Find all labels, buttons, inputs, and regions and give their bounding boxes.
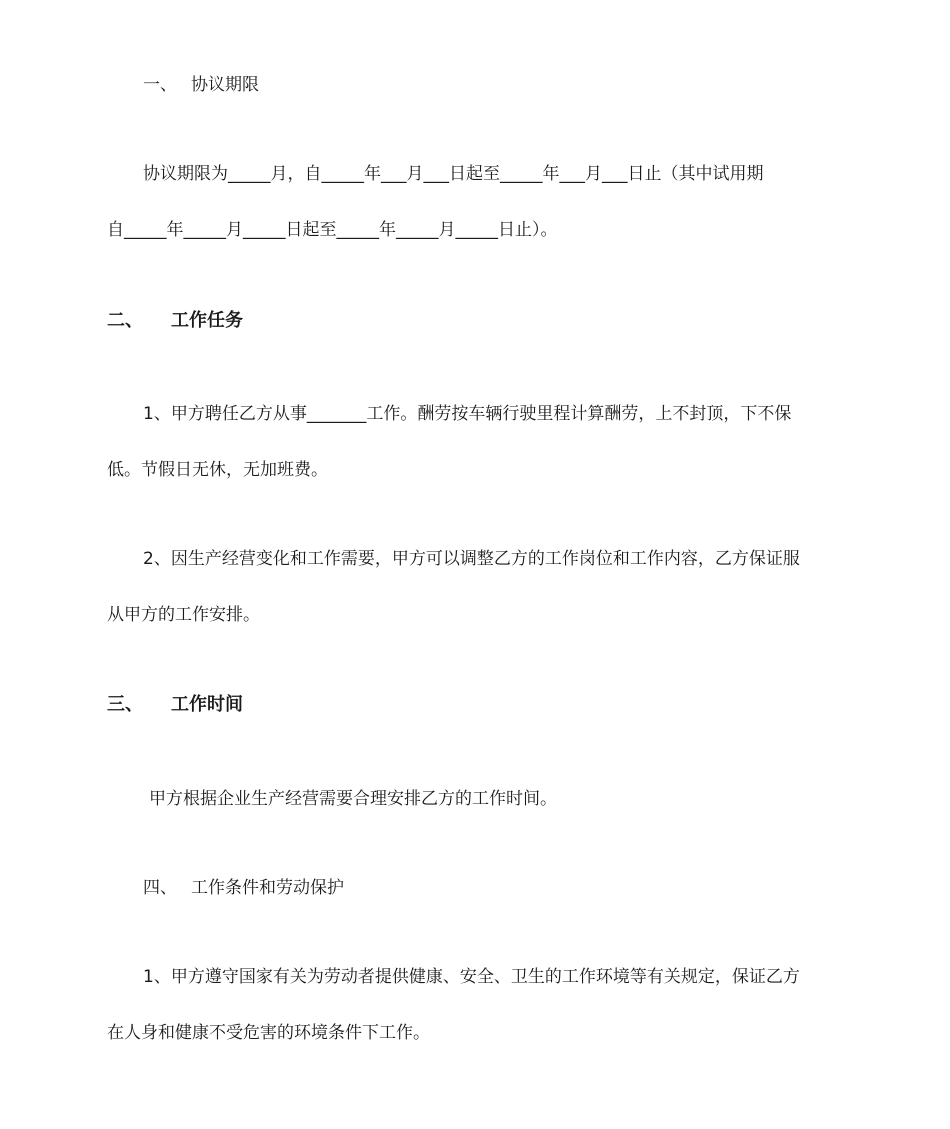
- section-number: 三、: [107, 694, 143, 715]
- section-title: 工作时间: [171, 694, 243, 715]
- section-title: 协议期限: [191, 75, 259, 95]
- section-2-heading: [107, 309, 243, 333]
- paragraph-line: 2、因生产经营变化和工作需要，甲方可以调整乙方的工作岗位和工作内容，乙方保证服: [143, 549, 800, 569]
- paragraph-line: 从甲方的工作安排。: [107, 605, 260, 625]
- section-number: 四、: [143, 878, 177, 898]
- section-3-heading: [107, 693, 243, 717]
- section-number: 二、: [107, 310, 143, 331]
- paragraph-line: 协议期限为_____月，自_____年___月___日起至_____年___月___日止（其中试用期: [143, 164, 764, 184]
- paragraph-line: 在人身和健康不受危害的环境条件下工作。: [107, 1023, 430, 1043]
- section-title: 工作条件和劳动保护: [191, 878, 344, 898]
- paragraph-line: 自_____年_____月_____日起至_____年_____月_____日止）。: [107, 220, 558, 240]
- paragraph-line: 低。节假日无休，无加班费。: [107, 460, 328, 480]
- section-title: 工作任务: [171, 310, 243, 331]
- paragraph-line: 1、甲方聘任乙方从事_______工作。酬劳按车辆行驶里程计算酬劳，上不封顶，下不保: [143, 404, 792, 424]
- paragraph-line: 甲方根据企业生产经营需要合理安排乙方的工作时间。: [149, 789, 557, 809]
- paragraph-line: 1、甲方遵守国家有关为劳动者提供健康、安全、卫生的工作环境等有关规定，保证乙方: [143, 967, 800, 987]
- section-number: 一、: [143, 75, 177, 95]
- section-4-heading: [143, 876, 344, 900]
- section-1-heading: [143, 73, 259, 97]
